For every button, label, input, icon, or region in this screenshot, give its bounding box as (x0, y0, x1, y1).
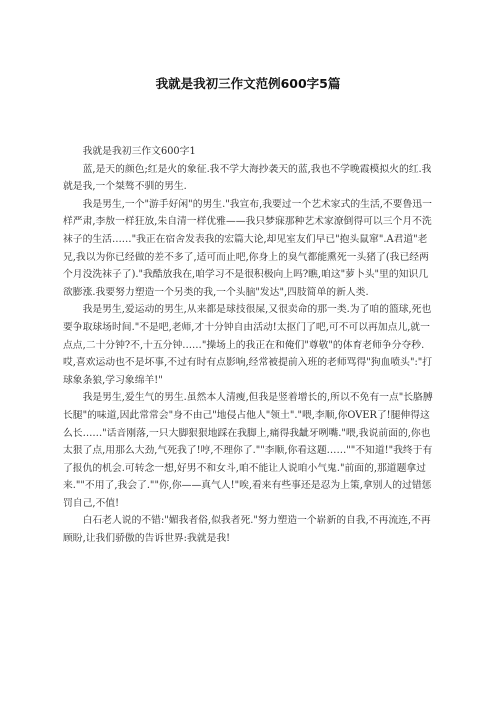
paragraph: 我是男生,爱运动的男生,从来都是球技很屎,又很卖命的那一类.为了咱的篮球,死也要争取球场时间."不是吧,老师,才十分钟自由活动!太抠门了吧,可不可以再加点儿,就一点点,二十分钟?不,十五分钟……"操场上的我正在和俺们"尊敬"的体育老师争分夺秒.哎,喜欢运动也不是坏事,不过有时有点影响,经常被提前入班的老师骂得"狗血喷头":"打球象条狼,学习象绵羊!" (63, 304, 433, 386)
document-body (63, 143, 435, 548)
document-title: 我就是我初三作文范例600字5篇 (155, 76, 341, 91)
paragraph: 蓝,是天的颜色;红是火的象征.我不学大海抄袭天的蓝,我也不学晚霞模拟火的红.我就是我,一个桀骜不驯的男生. (63, 163, 432, 193)
paragraph-subtitle: 我就是我初三作文600字1 (82, 146, 196, 157)
paragraph: 白石老人说的不错:"媚我者俗,似我者死."努力塑造一个崭新的自我,不再流连,不再顾盼,让我们骄傲的告诉世界:我就是我! (63, 515, 431, 545)
paragraph: 我是男生,爱生气的男生.虽然本人清瘦,但我是竖着增长的,所以不免有一点"长胳膊长腿"的味道,因此常常会"身不由己"地侵占他人"领土"."喂,李顺,你OVER了!腿伸得这么长……"话音刚落,一只大脚狠狠地踩在我脚上,痛得我龇牙咧嘴."喂,我说前面的,你也太狠了点,用那么大劲,气死我了!哼,不理你了.""李顺,你看这题……""不知道!"我终于有了报仇的机会.可转念一想,好男不和女斗,咱不能让人说咱小气鬼."前面的,那道题拿过来.""不用了,我会了.""你,你——真气人!"唉,看来有些事还是忍为上策,拿别人的过错惩罚自己,不值! (63, 392, 433, 509)
paragraph: 我是男生,一个"游手好闲"的男生."我宣布,我要过一个艺术家式的生活,不要鲁迅一样严肃,李敖一样狂放,朱自清一样优雅——我只梦寐那种艺术家潦倒得可以三个月不洗袜子的生活……"我正在宿舍发表我的宏篇大论,却见室友们早已"抱头鼠窜".A君道"老兄,我以为你已经做的差不多了,适可而止吧,你身上的臭气都能熏死一头猪了(我已经两个月没洗袜子了)."我酷放我在,咱学习不是很积极向上吗?瞧,咱这"萝卜头"里的知识几欲膨涨.我要努力塑造一个另类的我,一个头脑"发达",四肢简单的新人类. (63, 198, 432, 298)
